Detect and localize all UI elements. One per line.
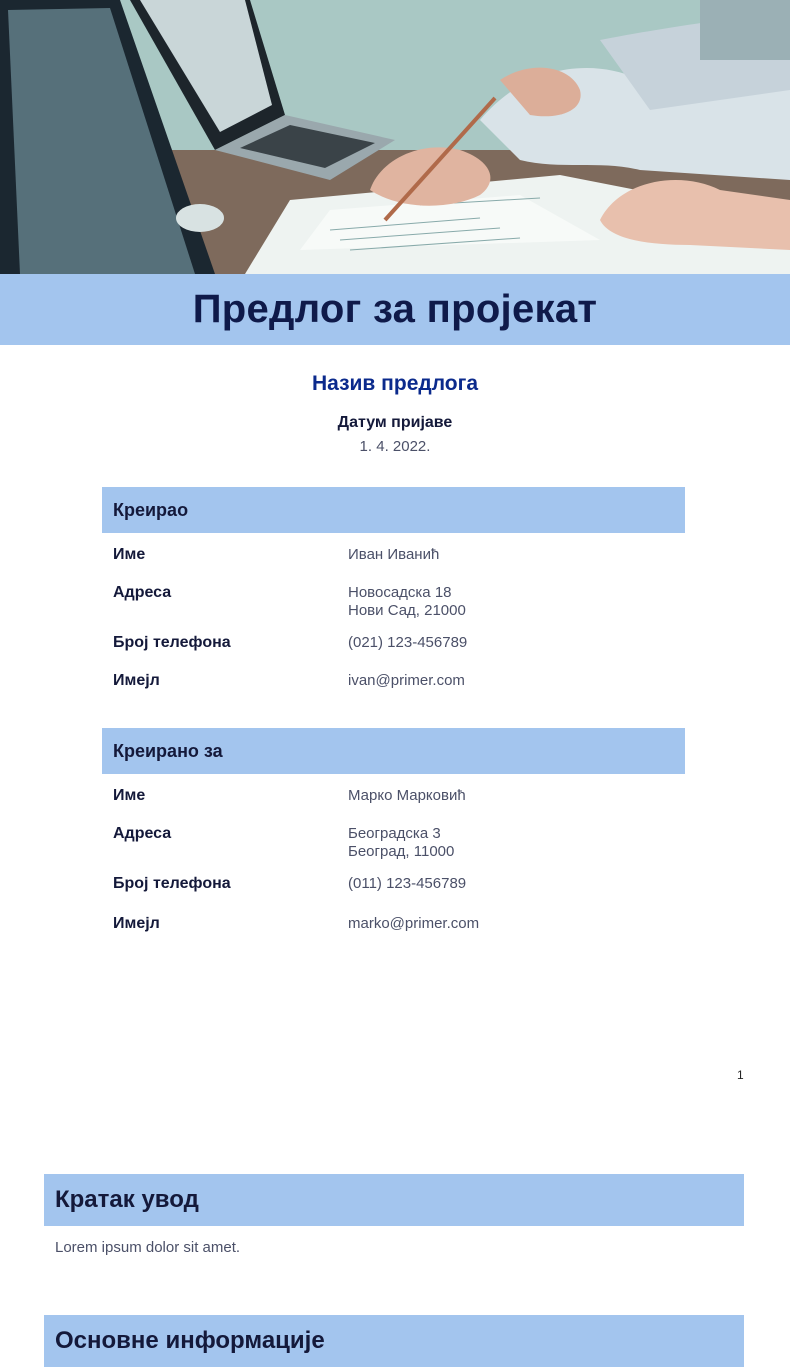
phone-label: Број телефона xyxy=(113,634,231,651)
name-value: Марко Марковић xyxy=(348,787,466,804)
name-label: Име xyxy=(113,787,146,804)
address-label: Адреса xyxy=(113,825,172,842)
email-label: Имејл xyxy=(113,915,160,932)
hero-photo xyxy=(0,0,790,274)
email-value: ivan@primer.com xyxy=(348,672,465,689)
address-label: Адреса xyxy=(113,584,172,601)
phone-value: (021) 123-456789 xyxy=(348,634,468,651)
name-label: Име xyxy=(113,546,146,563)
proposal-name: Назив предлога xyxy=(311,372,479,395)
intro-header: Кратак увод xyxy=(44,1174,744,1226)
basic-info-header: Основне информације xyxy=(44,1315,744,1367)
address-line-1: Новосадска 18 xyxy=(348,584,452,601)
office-meeting-illustration xyxy=(0,0,790,274)
email-label: Имејл xyxy=(113,672,160,689)
created-for-section xyxy=(102,728,685,932)
created-by-header: Креирао xyxy=(102,487,685,533)
intro-text: Lorem ipsum dolor sit amet. xyxy=(55,1239,241,1256)
created-for-header: Креирано за xyxy=(102,728,685,774)
email-value: marko@primer.com xyxy=(348,915,480,932)
phone-value: (011) 123-456789 xyxy=(348,875,467,892)
address-line-2: Нови Сад, 21000 xyxy=(348,602,466,619)
name-value: Иван Иванић xyxy=(348,546,440,563)
page-number: 1 xyxy=(737,1068,744,1082)
date-label: Датум пријаве xyxy=(337,414,453,431)
address-line-2: Београд, 11000 xyxy=(348,843,455,860)
created-by-section xyxy=(102,487,685,689)
phone-label: Број телефона xyxy=(113,875,231,892)
date-value: 1. 4. 2022. xyxy=(359,438,431,455)
document-title: Предлог за пројекат xyxy=(192,287,598,331)
title-band xyxy=(0,274,790,345)
address-line-1: Београдска 3 xyxy=(348,825,441,842)
